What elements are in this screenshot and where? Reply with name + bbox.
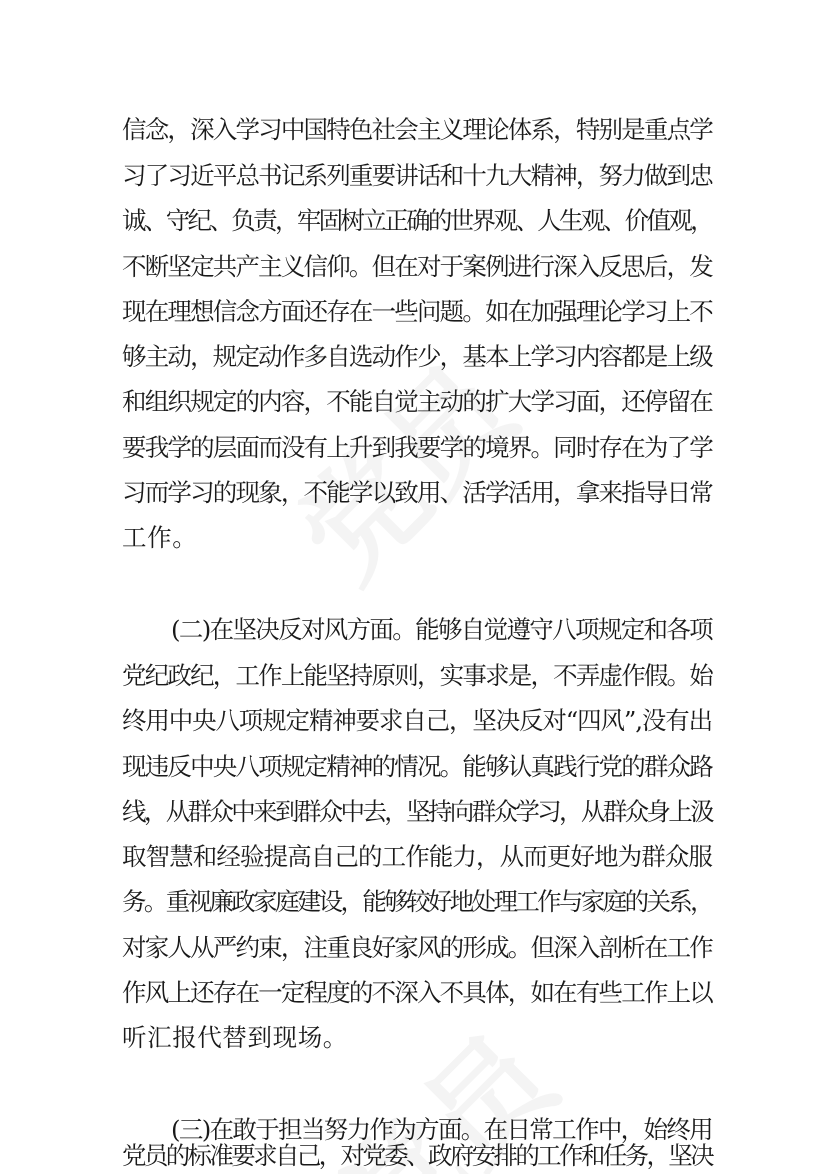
text-line: 习了习近平总书记系列重要讲话和十九大精神，努力做到忠 [122,161,712,190]
text-line: 务。重视廉政家庭建设，能够较好地处理工作与家庭的关系， [122,887,712,916]
text-line: 够主动，规定动作多自选动作少，基本上学习内容都是上级 [122,342,712,371]
text-line: 信念，深入学习中国特色社会主义理论体系，特别是重点学 [122,115,712,144]
text-line: 党员的标准要求自己，对党委、政府安排的工作和任务，坚决 [122,1141,712,1170]
text-line: 线，从群众中来到群众中去，坚持向群众学习，从群众身上汲 [122,797,712,826]
text-line: (三)在敢于担当努力作为方面。在日常工作中，始终用 [171,1115,712,1144]
text-line: 对家人从严约束，注重良好家风的形成。但深入剖析在工作 [122,933,712,962]
text-line: (二)在坚决反对风方面。能够自觉遵守八项规定和各项 [171,615,712,644]
text-line: 终用中央八项规定精神要求自己，坚决反对“四风”,没有出 [122,706,712,735]
text-line: 党纪政纪，工作上能坚持原则，实事求是，不弄虚作假。始 [122,661,712,690]
text-line: 现违反中央八项规定精神的情况。能够认真践行党的群众路 [122,752,712,781]
text-line: 取智慧和经验提高自己的工作能力，从而更好地为群众服 [122,842,712,871]
text-line: 工作。 [122,523,198,552]
text-line: 听汇报代替到现场。 [122,1023,348,1052]
text-line: 和组织规定的内容，不能自觉主动的扩大学习面，还停留在 [122,387,712,416]
text-line: 诚、守纪、负责，牢固树立正确的世界观、人生观、价值观， [122,206,712,235]
text-line: 现在理想信念方面还存在一些问题。如在加强理论学习上不 [122,297,712,326]
text-line: 不断坚定共产主义信仰。但在对于案例进行深入反思后，发 [122,252,712,281]
text-line: 作风上还存在一定程度的不深入不具体，如在有些工作上以 [122,978,712,1007]
text-line: 习而学习的现象，不能学以致用、活学活用，拿来指导日常 [122,478,712,507]
text-line: 要我学的层面而没有上升到我要学的境界。同时存在为了学 [122,433,712,462]
